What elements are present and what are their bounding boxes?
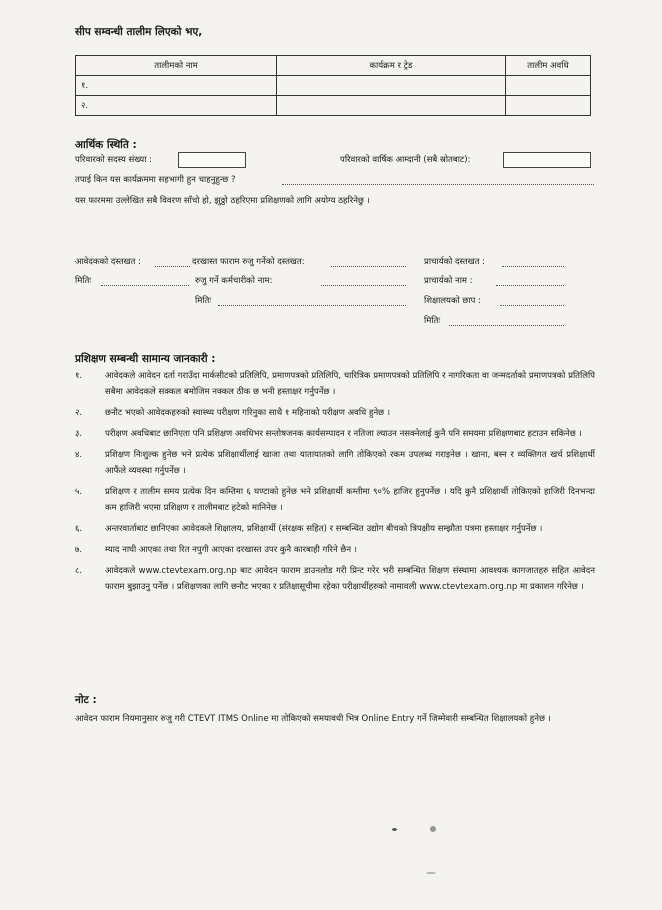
principal-sign-label: प्राचार्यको दस्तखत : xyxy=(424,257,486,267)
list-item: २. छनौट भएको आवेदकहरुको स्वास्थ्य परीक्षण गरिनुका साथै १ महिनाको परीक्षण अवधि हुनेछ । xyxy=(75,408,391,418)
verifier-name-line[interactable] xyxy=(321,285,406,286)
duration-cell[interactable] xyxy=(506,76,591,96)
list-item: ३. परीक्षण अवधिबाट छानिएता पनि प्रशिक्षण अवधिभर सन्तोषजनक कार्यसम्पादन र नतिजा ल्याउन नसक्नेलाई कुनै पनि समयमा प्रशिक्षणबाट हटाउन सकिनेछ । xyxy=(75,429,582,439)
family-count-label: परिवारको सदस्य संख्या : xyxy=(75,155,152,165)
family-income-label: परिवारको वार्षिक आम्दानी (सबै स्रोतबाट): xyxy=(340,155,471,165)
list-item: ६. अन्तरवार्ताबाट छानिएका आवेदकले शिक्षालय, प्रशिक्षार्थी (संरक्षक सहित) र सम्बन्धित उद्योग बीचको त्रिपक्षीय सम्झौता पत्रमा हस्ताक्षर गर्नुपर्नेछ । xyxy=(75,524,543,534)
date3-label: मितिः xyxy=(424,316,441,326)
principal-sign-line[interactable] xyxy=(502,266,564,267)
note-text: आवेदन फाराम नियमानुसार रुजु गरी CTEVT ITMS Online मा तोकिएको समयावधी भित्र Online Entry गर्ने जिम्मेवारी सम्बन्धित शिक्षालयको हुनेछ । xyxy=(75,714,551,724)
applicant-sign-label: आवेदकको दस्तखत : xyxy=(75,257,141,267)
receiver-sign-line[interactable] xyxy=(331,266,406,267)
training-table xyxy=(75,55,591,116)
why-answer-line[interactable] xyxy=(282,184,594,185)
date2-line[interactable] xyxy=(218,305,406,306)
date1-label: मितिः xyxy=(75,276,92,286)
verifier-name-label: रुजु गर्ने कर्मचारीको नाम: xyxy=(195,276,273,286)
col-training-name: तालीमको नाम xyxy=(76,56,277,76)
family-count-field[interactable] xyxy=(178,152,246,168)
school-stamp-label: शिक्षालयको छाप : xyxy=(424,296,481,306)
scan-speck xyxy=(426,872,436,874)
training-table-header xyxy=(76,56,591,76)
list-item: ७. म्याद नाघी आएका तथा रित नपुगी आएका दरखास्त उपर कुनै कारबाही गरिने छैन । xyxy=(75,545,358,555)
list-item: ५. प्रशिक्षण र तालीम समय प्रत्येक दिन कम्तिमा ६ घण्टाको हुनेछ भने प्रशिक्षार्थी कम्तीमा ९०% हाजिर हुनुपर्नेछ । यदि कुनै प्रशिक्षार्थी तोकिएको हाजिरी दिनभन्दा कम हाजिरी भएमा प्रशिक्षण र तालीमबाट हटेको मानिनेछ । xyxy=(75,487,595,513)
col-program-trade: कार्यक्रम र ट्रेड xyxy=(277,56,506,76)
duration-cell[interactable] xyxy=(506,96,591,116)
list-item: १. आवेदकले आवेदन दर्ता गराउँदा मार्कसीटको प्रतिलिपि, प्रमाणपत्रको प्रतिलिपि, चारित्रिक प्रमाणपत्रको प्रतिलिपि र नागरिकता वा जन्मदर्ताको प्रमाणपत्रको प्रतिलिपि सबैमा आवेदकले सक्कल बमोजिम नक्कल ठीक छ भनी हस्ताक्षर गर्नुपर्नेछ । xyxy=(75,371,595,397)
school-stamp-line[interactable] xyxy=(500,305,564,306)
program-trade-cell[interactable] xyxy=(277,96,506,116)
principal-name-label: प्राचार्यको नाम : xyxy=(424,276,473,286)
general-heading: प्रशिक्षण सम्बन्धी सामान्य जानकारी : xyxy=(75,353,216,365)
general-info-list xyxy=(75,368,595,600)
why-question: तपाई किन यस कार्यक्रममा सहभागी हुन चाहनुहुन्छ ? xyxy=(75,175,236,185)
family-income-field[interactable] xyxy=(503,152,591,168)
table-row xyxy=(76,76,591,96)
program-trade-cell[interactable] xyxy=(277,76,506,96)
list-item: ८. आवेदकले www.ctevtexam.org.np बाट आवेदन फाराम डाउनलोड गरी प्रिन्ट गरेर भरी सम्बन्धित शिक्षण संस्थामा आवश्यक कागजातहरु सहित आवेदन फाराम बुझाउनु पर्नेछ । प्रशिक्षणका लागि छनौट भएका र प्रतिक्षासूचीमा रहेका परीक्षार्थीहरुको नामावली www.ctevtexam.org.np मा प्रकाशन गरिनेछ । xyxy=(75,566,595,592)
scan-speck xyxy=(392,828,397,831)
training-name-cell[interactable]: २. xyxy=(76,96,277,116)
scan-speck xyxy=(430,826,436,832)
date3-line[interactable] xyxy=(449,325,564,326)
list-item: ४. प्रशिक्षण निःशुल्क हुनेछ भने प्रत्येक प्रशिक्षार्थीलाई खाजा तथा यातायातको लागि तोकिएको रकम उपलब्ध गराइनेछ । खाना, बस्न र व्यक्तिगत खर्च प्रशिक्षार्थी आफैंले व्यवस्था गर्नुपर्नेछ । xyxy=(75,450,595,476)
date1-line[interactable] xyxy=(101,285,189,286)
finance-heading: आर्थिक स्थिति : xyxy=(75,139,137,151)
training-name-cell[interactable]: १. xyxy=(76,76,277,96)
receiver-sign-label: दरखास्त फाराम रुजु गर्नेको दस्तखत: xyxy=(192,257,305,267)
principal-name-line[interactable] xyxy=(496,285,564,286)
date2-label: मितिः xyxy=(195,296,212,306)
col-training-duration: तालीम अवधि xyxy=(506,56,591,76)
declaration: यस फारममा उल्लेखित सबै विवरण साँचो हो, झुठ्ठो ठहरिएमा प्रशिक्षणको लागि अयोग्य ठहरिनेछु । xyxy=(75,196,370,206)
applicant-sign-line[interactable] xyxy=(155,266,190,267)
note-heading: नोट : xyxy=(75,694,97,706)
table-row xyxy=(76,96,591,116)
skill-heading: सीप सम्वन्धी तालीम लिएको भए, xyxy=(75,26,203,38)
